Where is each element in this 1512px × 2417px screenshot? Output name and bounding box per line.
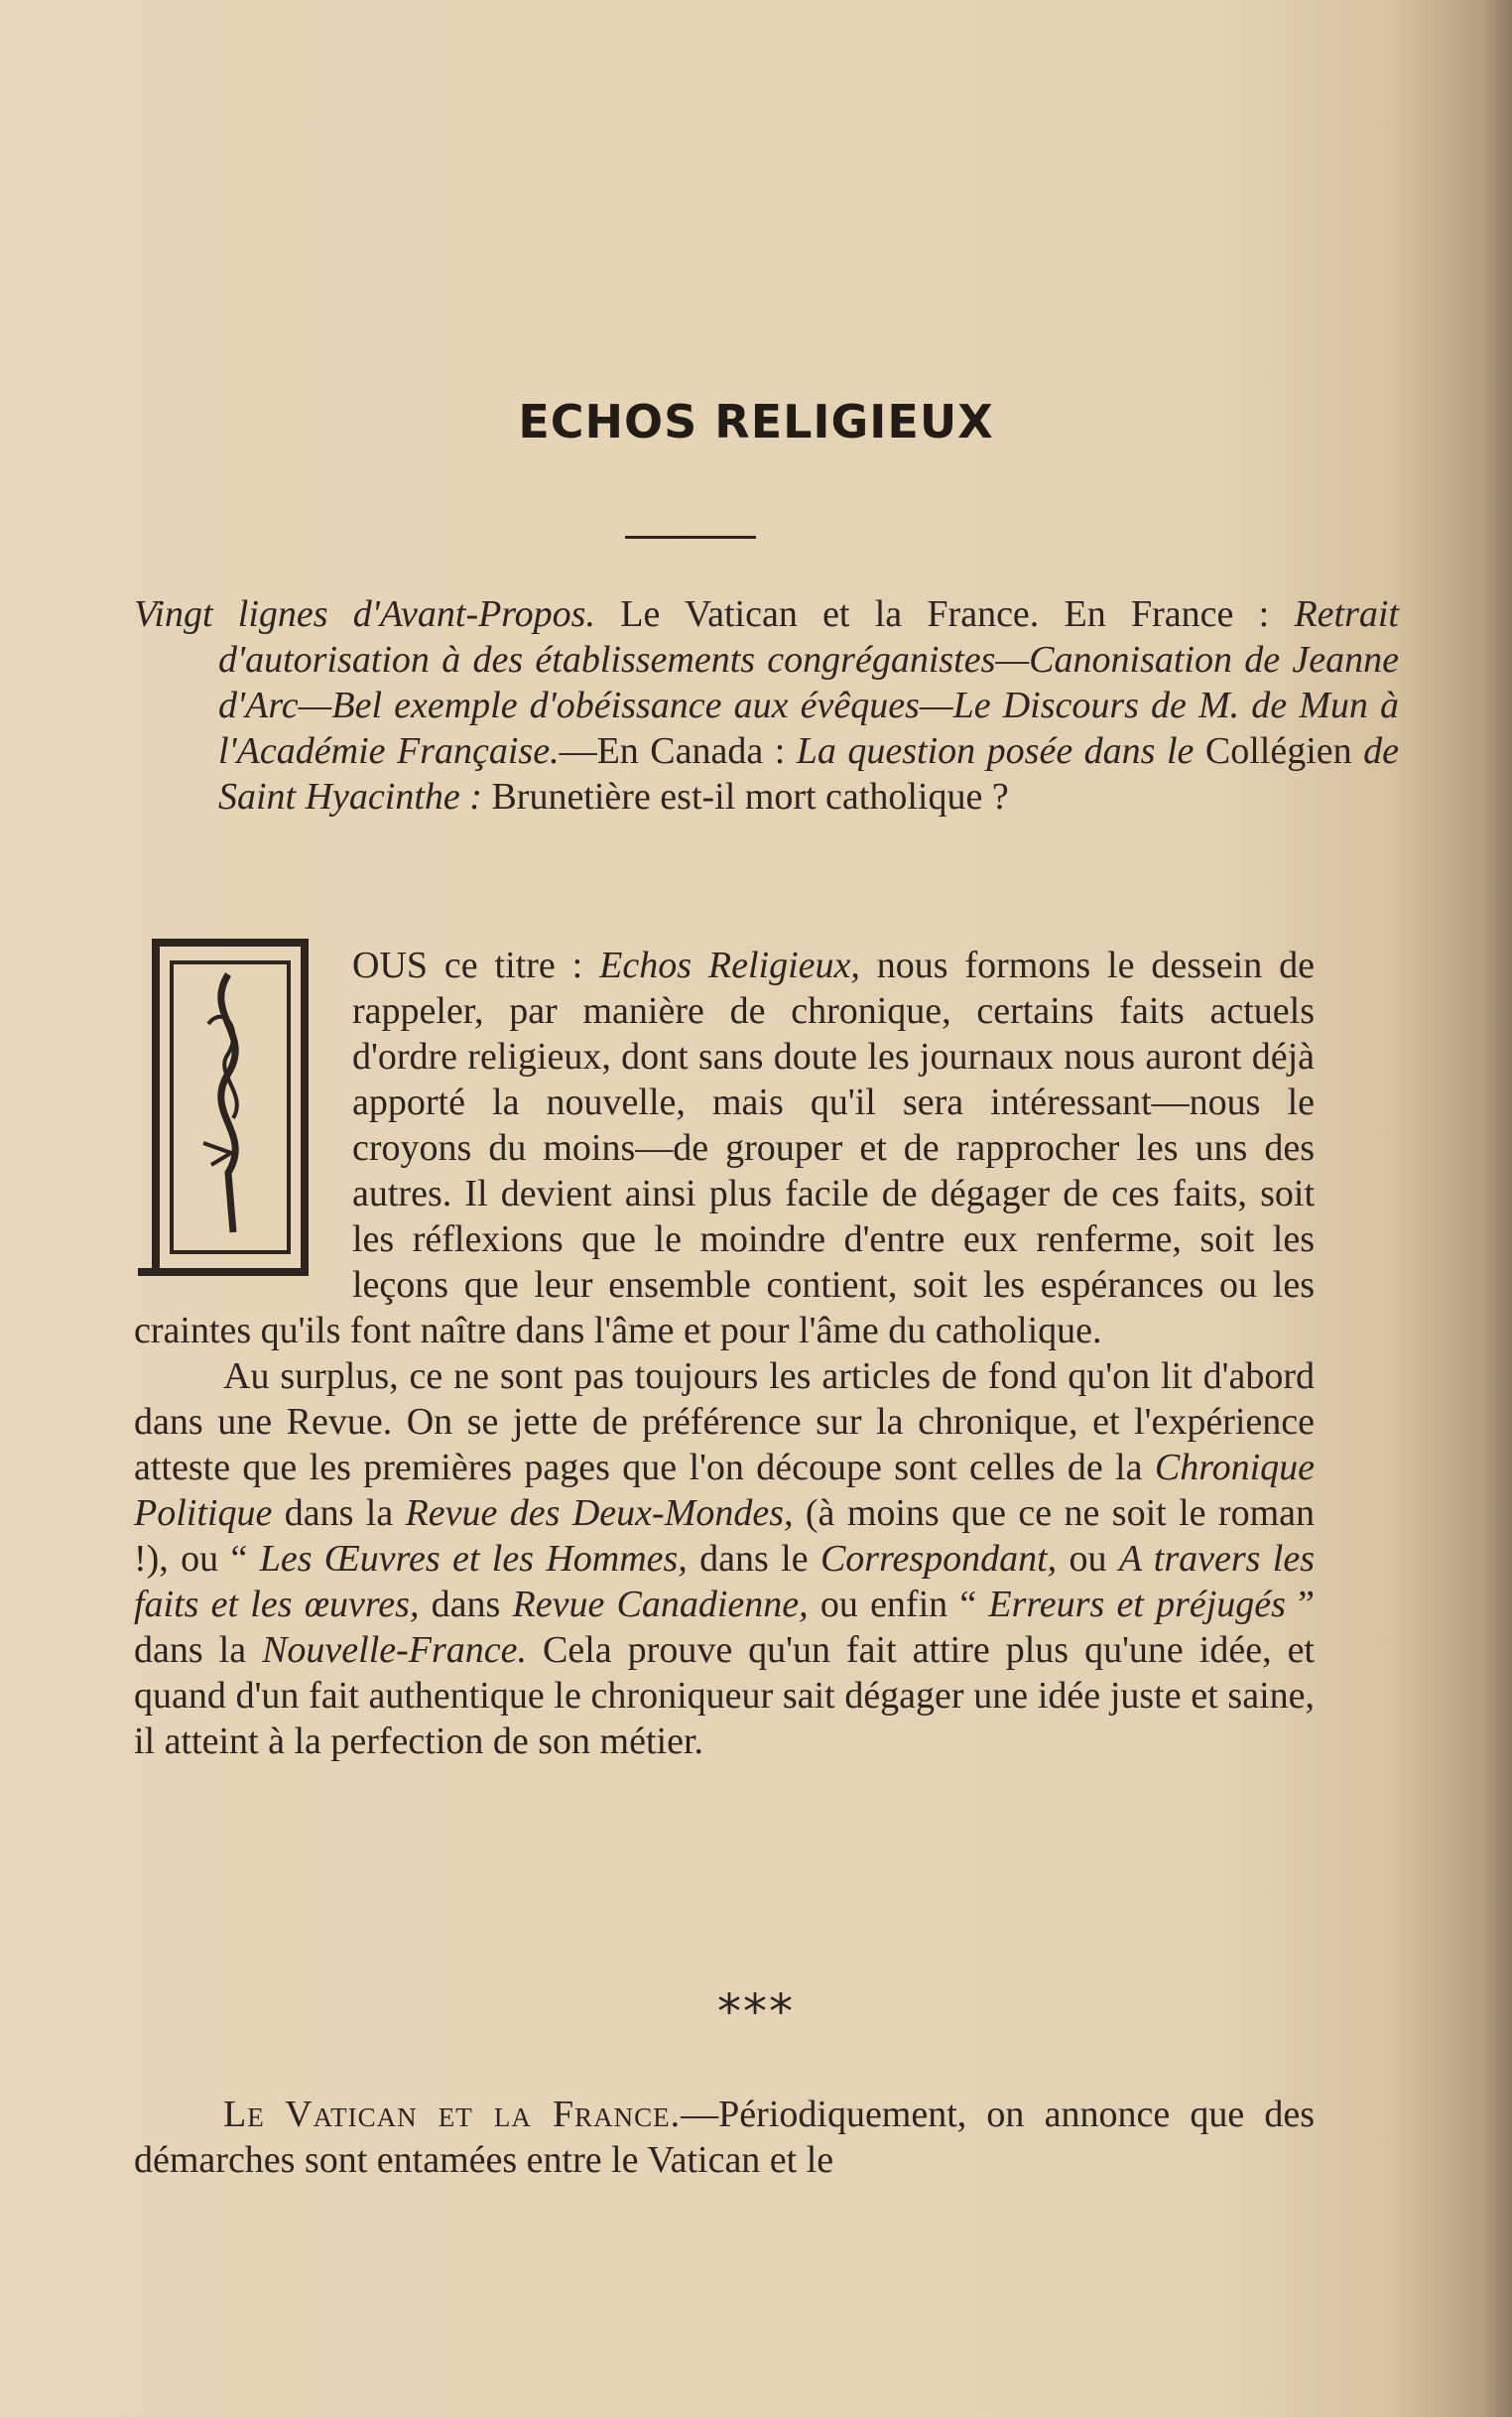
chapter-summary (134, 591, 1399, 820)
p2-chronique-politique: Chronique Politique (134, 1447, 1315, 1534)
summary-brunetiere: Brunetière est-il mort catholique ? (481, 776, 1009, 818)
p2-revue-canadienne: Revue Canadienne, (512, 1584, 809, 1625)
p1-opening: OUS ce titre : (352, 945, 600, 986)
summary-saint-hyacinthe: de Saint Hyacinthe : (218, 730, 1400, 818)
section-heading: Le Vatican et la France. (223, 2094, 682, 2135)
section-vatican-france (134, 2092, 1315, 2183)
section-separator: *** (717, 1984, 795, 2040)
summary-topics-france: Retrait d'autorisation à des établissements congréganistes—Canonisation de Jeanne d'Arc—Bel exemple d'obéissance aux évêques—Le Discours de M. de Mun à l'Académie Française. (218, 593, 1399, 772)
p1-title: Echos Religieux, (599, 945, 860, 986)
summary-intro: Vingt lignes d'Avant-Propos. (134, 593, 595, 635)
p2-text-q: Cela prouve qu'un fait attire plus qu'une idée, et quand d'un fait authentique le chroniqueur sait dégager une idée juste et saine, il atteint à la perfection de son métier. (134, 1629, 1315, 1762)
p2-text-a: Au surplus, ce ne sont pas toujours les articles de fond qu'on lit d'abord dans une Revue. On se jette de préférence sur la chronique, et l'expérience atteste que les premières pages que l'on découpe sont celles de la (134, 1355, 1315, 1488)
p2-erreurs-prejuges: Erreurs et préjugés (988, 1584, 1286, 1625)
summary-text-2: —En Canada : (559, 730, 797, 772)
p2-a-travers: A travers les faits et les œuvres, (134, 1538, 1315, 1625)
summary-question: La question posée dans le (796, 730, 1195, 772)
ornamental-letter-icon (134, 935, 313, 1292)
summary-text-1: Le Vatican et la France. En France : (594, 593, 1295, 635)
p2-nouvelle-france: Nouvelle-France. (262, 1629, 528, 1671)
p2-text-m: ou enfin “ (808, 1584, 989, 1625)
page-title: ECHOS RELIGIEUX (518, 395, 994, 448)
p2-correspondant: Correspondant, (819, 1538, 1058, 1580)
summary-collegien: Collégien (1194, 730, 1364, 772)
p2-text-c: dans la (272, 1492, 406, 1534)
p2-oeuvres-hommes: Les Œuvres et les Hommes, (259, 1538, 688, 1580)
p2-text-o: ” dans la (134, 1584, 1316, 1671)
body-text (134, 943, 1315, 1764)
p2-text-i: ou (1057, 1538, 1119, 1580)
section-text: —Périodiquement, on annonce que des démarches sont entamées entre le Vatican et le (134, 2094, 1315, 2181)
title-rule (625, 536, 756, 539)
paragraph-2 (134, 1353, 1315, 1764)
p2-revue-deux-mondes: Revue des Deux-Mondes, (405, 1492, 794, 1534)
p2-text-k: dans (419, 1584, 513, 1625)
p2-text-e: (à moins que ce ne soit le roman !), ou “ (134, 1492, 1315, 1580)
p2-text-g: dans le (687, 1538, 820, 1580)
p1-body: nous formons le dessein de rappeler, par manière de chronique, certains faits actuels d'ordre religieux, dont sans doute les journaux nous auront déjà apporté la nouvelle, mais qu'il sera intéressant—nous le croyons du moins—de grouper et de rapprocher les uns des autres. Il devient ainsi plus facile de dégager de ces faits, soit les réflexions que le moindre d'entre eux renferme, soit les leçons que leur ensemble contient, soit les espérances ou les craintes qu'ils font naître dans l'âme et pour l'âme du catholique. (134, 945, 1315, 1351)
dropcap-ornament (134, 935, 313, 1292)
